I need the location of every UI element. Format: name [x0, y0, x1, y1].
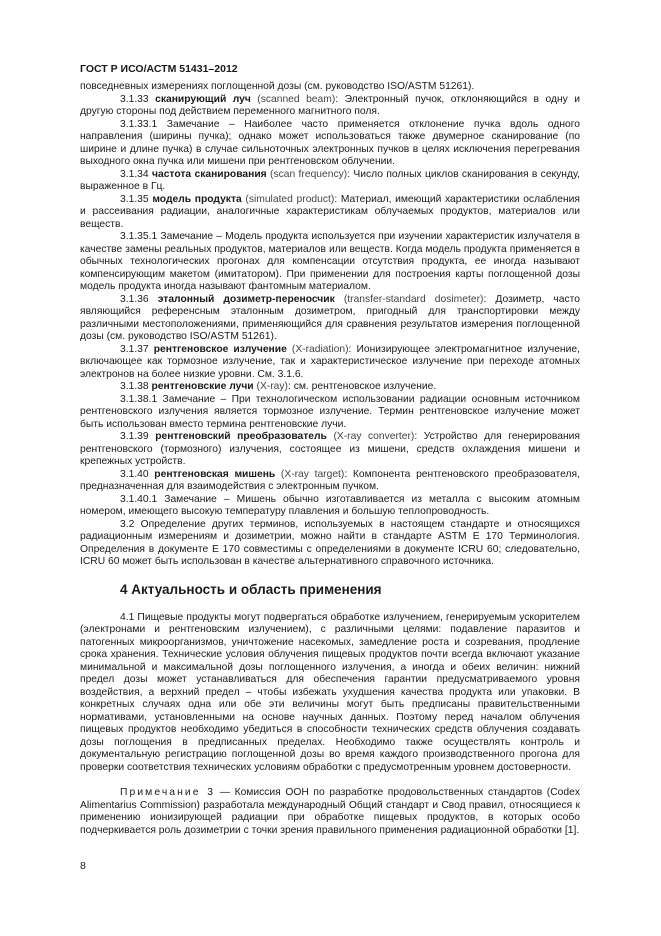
- term-definition-3-1-39: 3.1.39 рентгеновский преобразователь (X-ray converter): Устройство для генерирования рентгеновского (тормозного) излучения, состоящее из мишени, средств охлаждения мишени и крепежных устройств.: [80, 431, 580, 467]
- section-heading: 4 Актуальность и область применения: [120, 581, 382, 597]
- note-label: Примечание 3: [120, 787, 216, 798]
- term-definition-3-1-33: 3.1.33 сканирующий луч (scanned beam): Электронный пучок, отклоняющийся в одну и другую стороны под действием переменного магнитного поля.: [80, 93, 580, 117]
- term-english: (X-ray target): [280, 468, 345, 480]
- term-definition-3-1-34: 3.1.34 частота сканирования (scan frequency): Число полных циклов сканирования в секунду, выраженное в Гц.: [80, 168, 580, 192]
- note-paragraph: 3.1.40.1 Замечание – Мишень обычно изготавливается из металла с высоким атомным номером, имеющего высокую температуру плавления и большую теплопроводность.: [80, 493, 580, 517]
- term-definition-3-1-38: 3.1.38 рентгеновские лучи (X-ray): см. рентгеновское излучение.: [120, 381, 437, 392]
- note-3: Примечание 3 — Комиссия ООН по разработке продовольственных стандартов (Codex Alimentarius Commission) разработала международный Общий стандарт и Свод правил, относящиеся к применению ионизирующей радиации при обработке пищевых продуктов, в которых особо подчеркивается роль дозиметрии с точки зрения правильного применения радиационной обработки [1].: [80, 787, 580, 836]
- term: модель продукта: [152, 193, 242, 205]
- term: рентгеновское излучение: [153, 343, 287, 355]
- term-definition-3-1-36: 3.1.36 эталонный дозиметр-переносчик (transfer-standard dosimeter): Дозиметр, часто являющийся референсным эталонным дозиметром, пригодный для транспортировки между различными местоположениями, применяющийся для сравнения результатов измерения поглощенной дозы (см. руководство ISO/ASTM 51261).: [80, 293, 580, 342]
- standard-header: ГОСТ Р ИСО/АСТМ 51431–2012: [80, 63, 238, 75]
- page-number: 8: [80, 860, 86, 872]
- term-english: (X-ray converter): [333, 431, 415, 442]
- term: рентгеновские лучи: [151, 381, 254, 392]
- term-english: (transfer-standard dosimeter): [343, 293, 484, 305]
- note-paragraph: 3.1.38.1 Замечание – При технологическом использовании радиации основным источником рентгеновского излучения является тормозное излучение. Термин рентгеновское излучение может быть использован вместо термина рентгеновские лучи.: [80, 393, 580, 430]
- term-english: (scan frequency): [270, 168, 348, 180]
- paragraph-4-1: 4.1 Пищевые продукты могут подвергаться обработке излучением, генерируемым ускорителем (электронами и рентгеновским излучением), с различными целями: подавление паразитов и патогенных микроорганизмов, уничтожение насекомых, замедление роста и созревания, продление срока хранения. Технические условия облучения пищевых продуктов почти всегда включают указание минимальной и максимальной дозы поглощенного излучения, а иногда и обеих величин: нижний предел дозы может устанавливаться для обеспечения гарантии предусматриваемого уровня воздействия, а верхний предел – чтобы избежать ухудшения качества продукта или упаковки. В конкретных случаях одна или обе эти величины могут быть предписаны правительственными нормативами, установленными на основе научных данных. Поэтому перед началом облучения пищевых продуктов необходимо убедиться в способности технических средств облучения создавать дозы поглощения в предписанных пределах. Необходимо также осуществлять контроль и документальную регистрацию поглощенной дозы во время каждого производственного прогона для проверки соответствия технических условиям обработки с предусмотренным уровнем достоверности.: [80, 611, 580, 773]
- term-definition-3-1-37: 3.1.37 рентгеновское излучение (X-radiation): Ионизирующее электромагнитное излучение, включающее как тормозное излучение, так и характеристическое излучение при переходе атомных электронов на более низкие уровни. См. 3.1.6.: [80, 343, 580, 380]
- term: рентгеновская мишень: [154, 468, 276, 480]
- term: рентгеновский преобразователь: [155, 431, 327, 442]
- term: эталонный дозиметр-переносчик: [157, 293, 335, 305]
- paragraph: повседневных измерениях поглощенной дозы (см. руководство ISO/ASTM 51261).: [80, 81, 475, 92]
- term: сканирующий луч: [155, 93, 251, 105]
- document-body: [80, 81, 580, 837]
- term: частота сканирования: [151, 168, 267, 180]
- note-paragraph: 3.1.35.1 Замечание – Модель продукта используется при изучении характеристик излучателя в качестве замены реальных продуктов, материалов или веществ. Когда модель продукта применяется в обычных технологических прогонах для компенсации отсутствия продукта, ее иногда называют компенсирующим макетом (имитатором). При применении для построения карты поглощенной дозы модель продукта иногда называют фантомным материалом.: [80, 231, 580, 292]
- term-definition-3-1-40: 3.1.40 рентгеновская мишень (X-ray target): Компонента рентгеновского преобразователя, предназначенная для взаимодействия с электронным пучком.: [80, 468, 580, 492]
- term-english: (scanned beam): [257, 93, 336, 105]
- paragraph-3-2: 3.2 Определение других терминов, используемых в настоящем стандарте и относящихся радиационным измерениям и дозиметрии, можно найти в стандарте ASTM E 170 Терминология. Определения в документе E 170 совместимы с определениями в документе ICRU 60; следовательно, ICRU 60 может быть использован в качестве альтернативного справочного источника.: [80, 518, 580, 567]
- term-english: (X-radiation): [291, 343, 349, 355]
- term-english: (X-ray): [256, 381, 288, 392]
- term-english: (simulated product): [245, 193, 335, 205]
- term-definition-3-1-35: 3.1.35 модель продукта (simulated product): Материал, имеющий характеристики ослабления и рассеивания радиации, аналогичные характеристикам облучаемых продуктов, материалов или веществ.: [80, 193, 580, 230]
- note-paragraph: 3.1.33.1 Замечание – Наиболее часто применяется отклонение пучка вдоль одного направления (ширины пучка); однако может использоваться также двумерное сканирование (по ширине и длине пучка) в случае сильноточных электронных пучков в целях исключения перегревания выходного окна пучка или мишени при рентгеновском облучении.: [80, 118, 580, 167]
